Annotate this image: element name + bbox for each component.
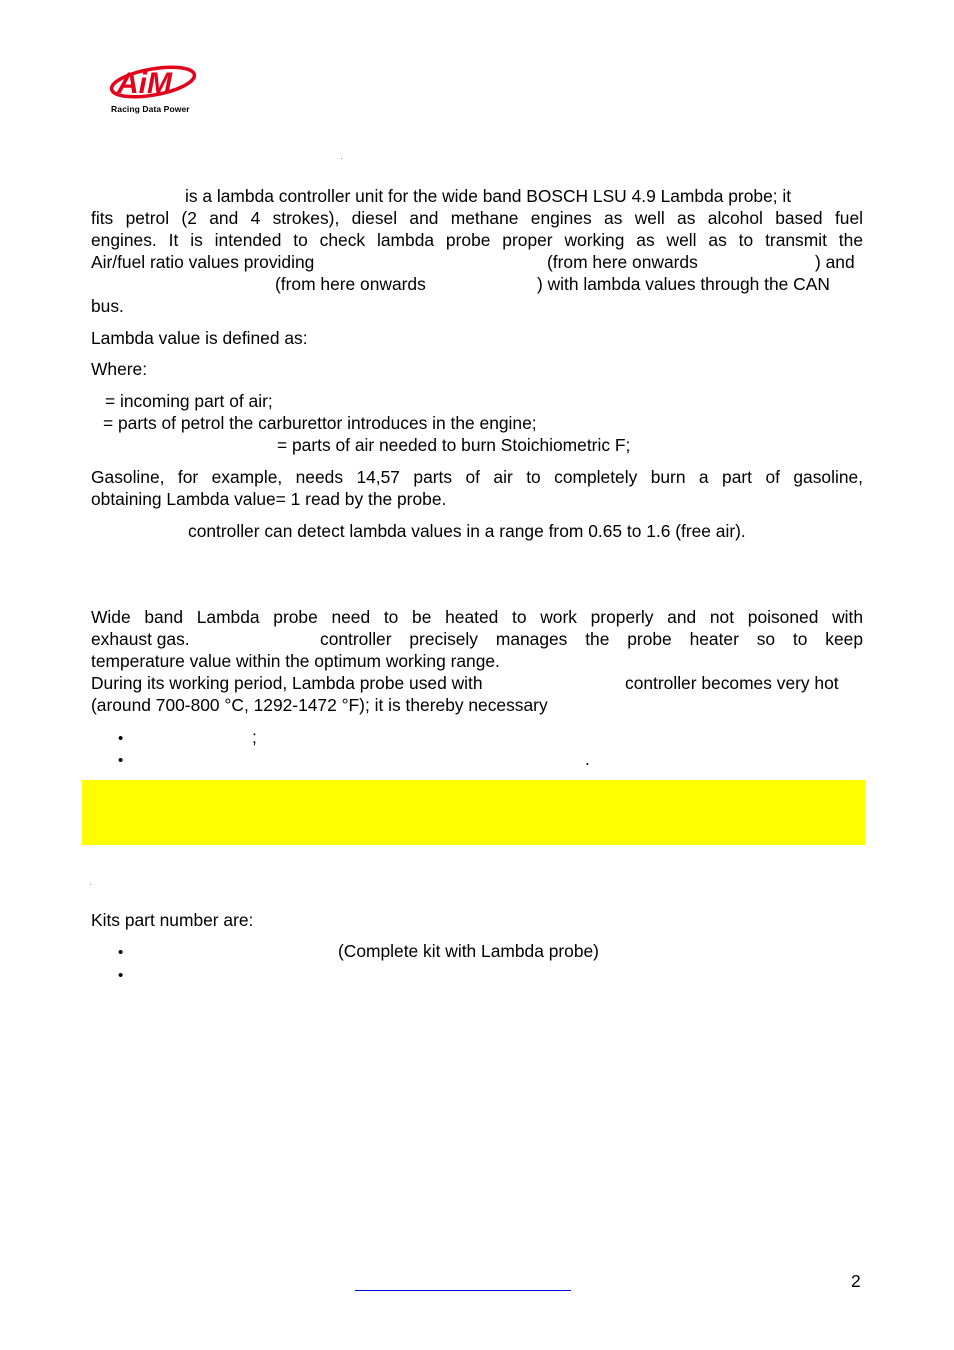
heater-line-4b: controller becomes very hot [625,673,839,693]
intro-line-4b: (from here onwards [547,252,698,272]
bullet-dot: • [118,944,124,961]
intro-line-1: is a lambda controller unit for the wide band BOSCH LSU 4.9 Lambda probe; it [185,186,792,206]
example-range: controller can detect lambda values in a range from 0.65 to 1.6 (free air). [188,521,746,541]
definition-lead: Lambda value is defined as: [91,328,308,348]
example-line-1: Gasoline, for example, needs 14,57 parts of air to completely burn a part of gasoline, [91,467,863,487]
intro-line-2: fits petrol (2 and 4 strokes), diesel and methane engines as well as alcohol based fuel [91,208,863,228]
intro-line-3: engines. It is intended to check lambda probe proper working as well as to transmit the [91,230,863,250]
heater-line-1: Wide band Lambda probe need to be heated to work properly and not poisoned with [91,607,863,627]
bullet-dot: • [118,730,124,747]
heater-line-2b: controller precisely manages the probe heater so to keep [320,629,863,649]
logo-text: AiM [117,67,172,100]
intro-line-5b: ) with lambda values through the CAN [537,274,830,294]
example-line-2: obtaining Lambda value= 1 read by the probe. [91,489,447,509]
speck [90,884,91,885]
definition-item-3: = parts of air needed to burn Stoichiometric F; [277,435,631,455]
heater-line-4a: During its working period, Lambda probe used with [91,673,483,693]
intro-line-5a: (from here onwards [275,274,426,294]
definition-where: Where: [91,359,148,379]
footer-link[interactable] [355,1290,571,1291]
bullet-dot: • [118,967,124,984]
heater-bullet-1: ; [252,727,257,747]
speck [341,158,342,159]
aim-logo [105,62,200,122]
definition-item-2: = parts of petrol the carburettor introduces in the engine; [103,413,537,433]
intro-line-4c: ) and [815,252,855,272]
definition-item-1: = incoming part of air; [105,391,273,411]
kits-item-1: (Complete kit with Lambda probe) [338,941,599,961]
aim-logo-mark [105,62,200,104]
heater-line-2a: exhaust gas. [91,629,190,649]
kits-lead: Kits part number are: [91,910,254,930]
heater-bullet-2: . [585,749,590,769]
page-number: 2 [851,1271,861,1291]
intro-line-4a: Air/fuel ratio values providing [91,252,315,272]
warning-highlight [82,780,866,845]
logo-tagline: Racing Data Power [111,104,190,114]
heater-line-3: temperature value within the optimum working range. [91,651,500,671]
heater-line-5: (around 700-800 °C, 1292-1472 °F); it is thereby necessary [91,695,548,715]
intro-line-6: bus. [91,296,124,316]
bullet-dot: • [118,752,124,769]
